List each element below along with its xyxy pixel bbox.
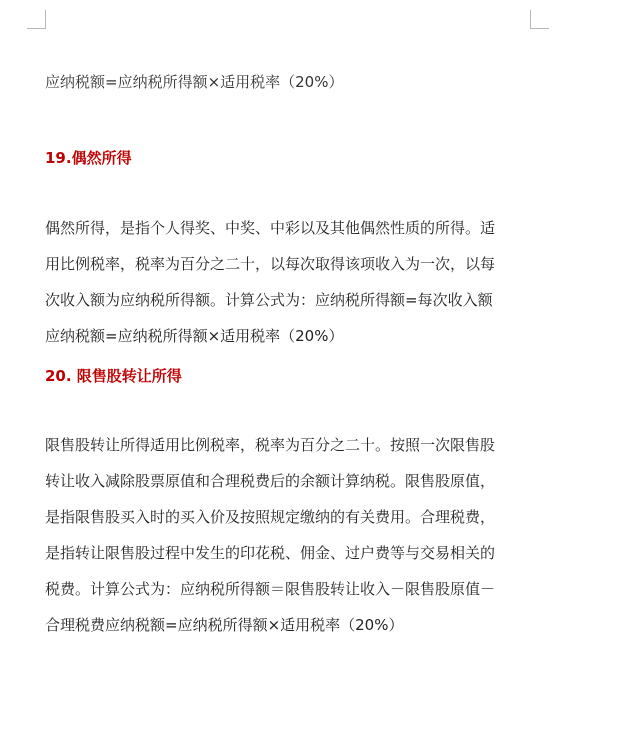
paragraph-line: 税费。计算公式为：应纳税所得额＝限售股转让收入－限售股原值－ xyxy=(45,580,496,598)
page-corner-mark-top-left xyxy=(27,10,46,29)
paragraph-line: 用比例税率，税率为百分之二十，以每次取得该项收入为一次，以每 xyxy=(45,255,496,273)
section-19-paragraph xyxy=(45,210,535,354)
paragraph-line: 限售股转让所得适用比例税率，税率为百分之二十。按照一次限售股 xyxy=(45,436,496,454)
paragraph-line: 合理税费应纳税额=应纳税所得额×适用税率（20%） xyxy=(45,616,404,634)
paragraph-line: 是指转让限售股过程中发生的印花税、佣金、过户费等与交易相关的 xyxy=(45,544,496,562)
paragraph-line: 次收入额为应纳税所得额。计算公式为：应纳税所得额=每次收入额 xyxy=(45,291,493,309)
paragraph-line: 偶然所得，是指个人得奖、中奖、中彩以及其他偶然性质的所得。适 xyxy=(45,219,496,237)
paragraph-line: 转让收入减除股票原值和合理税费后的余额计算纳税。限售股原值， xyxy=(45,472,496,490)
section-heading-19: 19.偶然所得 xyxy=(45,149,132,167)
paragraph-line: 应纳税额=应纳税所得额×适用税率（20%） xyxy=(45,327,344,345)
paragraph-line: 是指限售股买入时的买入价及按照规定缴纳的有关费用。合理税费， xyxy=(45,508,496,526)
formula-line: 应纳税额=应纳税所得额×适用税率（20%） xyxy=(45,73,344,91)
section-heading-20: 20. 限售股转让所得 xyxy=(45,367,182,385)
section-20-paragraph xyxy=(45,427,535,643)
page-corner-mark-top-right xyxy=(530,10,549,29)
